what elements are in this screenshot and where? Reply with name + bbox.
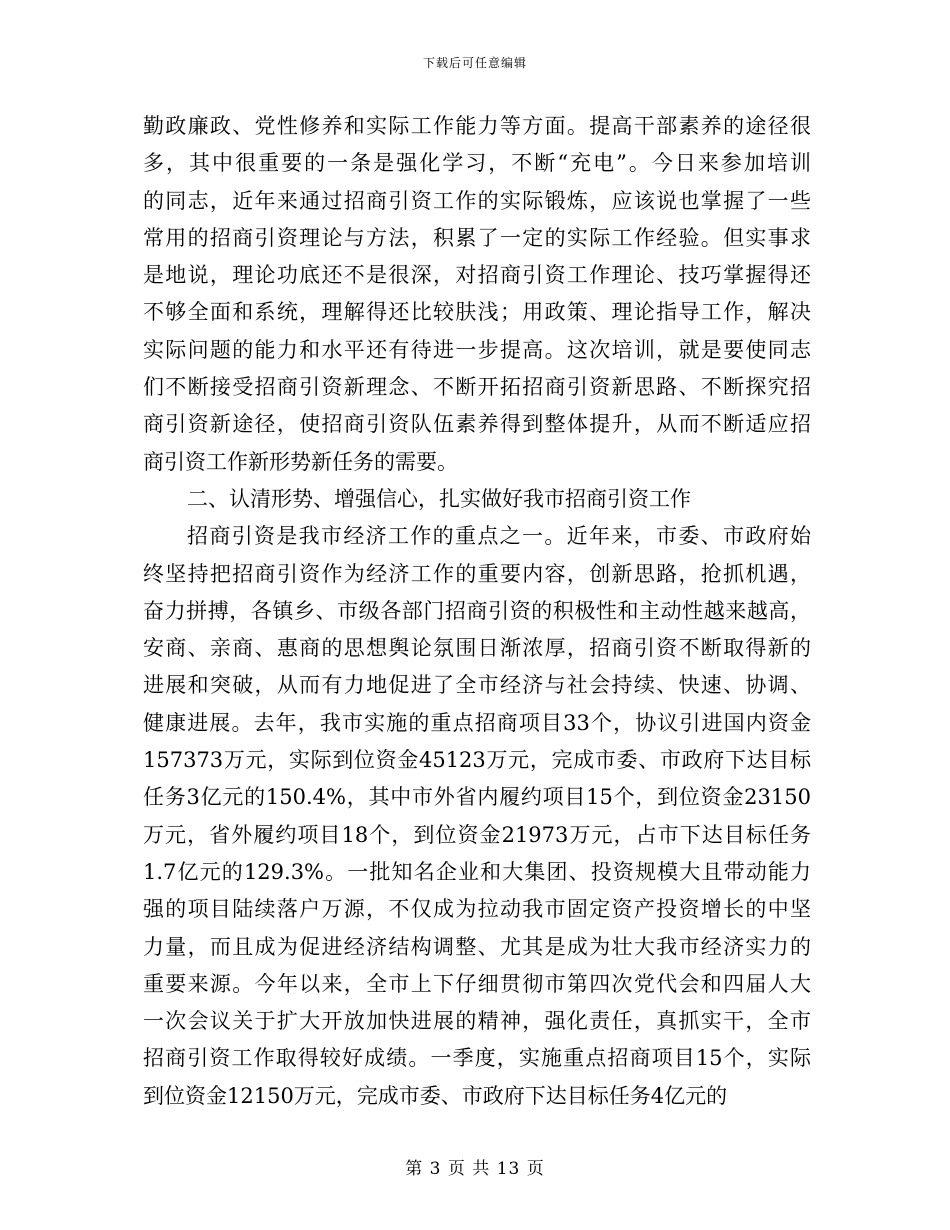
text-line: 招商引资是我市经济工作的重点之一。近年来，市委、市政府始 bbox=[187, 524, 811, 549]
text-line: 招商引资工作取得较好成绩。一季度，实施重点招商项目15个，实际 bbox=[143, 1046, 811, 1071]
text-line: 到位资金12150万元，完成市委、市政府下达目标任务4亿元的 bbox=[143, 1083, 728, 1108]
text-line: 终坚持把招商引资作为经济工作的重要内容，创新思路，抢抓机遇， bbox=[143, 561, 811, 586]
text-line: 实际问题的能力和水平还有待进一步提高。这次培训，就是要使同志 bbox=[143, 337, 811, 362]
text-line: 奋力拼搏，各镇乡、市级各部门招商引资的积极性和主动性越来越高， bbox=[143, 598, 811, 623]
text-line: 一次会议关于扩大开放加快进展的精神，强化责任，真抓实干，全市 bbox=[143, 1009, 811, 1034]
text-line: 常用的招商引资理论与方法，积累了一定的实际工作经验。但实事求 bbox=[143, 225, 811, 250]
text-line: 不够全面和系统，理解得还比较肤浅；用政策、理论指导工作，解决 bbox=[143, 300, 811, 325]
text-line: 是地说，理论功底还不是很深，对招商引资工作理论、技巧掌握得还 bbox=[143, 263, 811, 288]
document-body bbox=[143, 108, 811, 1115]
page-header: 下载后可任意编辑 bbox=[422, 56, 527, 70]
text-line: 的同志，近年来通过招商引资工作的实际锻炼，应该说也掌握了一些 bbox=[143, 188, 811, 213]
page-number: 第 3 页 共 13 页 bbox=[405, 1159, 545, 1179]
text-line: 1.7亿元的129.3%。一批知名企业和大集团、投资规模大且带动能力 bbox=[143, 859, 811, 884]
text-line: 任务3亿元的150.4%，其中市外省内履约项目15个，到位资金23150 bbox=[143, 785, 811, 810]
text-line: 安商、亲商、惠商的思想舆论氛围日渐浓厚，招商引资不断取得新的 bbox=[143, 636, 811, 661]
text-line: 们不断接受招商引资新理念、不断开拓招商引资新思路、不断探究招 bbox=[143, 375, 811, 400]
text-line: 商引资新途径，使招商引资队伍素养得到整体提升，从而不断适应招 bbox=[143, 412, 811, 437]
text-line: 商引资工作新形势新任务的需要。 bbox=[143, 449, 458, 474]
text-line: 万元，省外履约项目18个，到位资金21973万元，占市下达目标任务 bbox=[143, 822, 811, 847]
text-line: 重要来源。今年以来，全市上下仔细贯彻市第四次党代会和四届人大 bbox=[143, 971, 811, 996]
text-line: 多，其中很重要的一条是强化学习，不断“充电”。今日来参加培训 bbox=[143, 151, 811, 176]
text-line: 健康进展。去年，我市实施的重点招商项目33个，协议引进国内资金 bbox=[143, 710, 811, 735]
section-heading: 二、认清形势、增强信心，扎实做好我市招商引资工作 bbox=[187, 486, 691, 511]
text-line: 勤政廉政、党性修养和实际工作能力等方面。提高干部素养的途径很 bbox=[143, 114, 811, 138]
text-line: 强的项目陆续落户万源，不仅成为拉动我市固定资产投资增长的中坚 bbox=[143, 897, 811, 922]
text-line: 力量，而且成为促进经济结构调整、尤其是成为壮大我市经济实力的 bbox=[143, 934, 811, 959]
text-line: 157373万元，实际到位资金45123万元，完成市委、市政府下达目标 bbox=[143, 748, 811, 773]
text-line: 进展和突破，从而有力地促进了全市经济与社会持续、快速、协调、 bbox=[143, 673, 811, 698]
